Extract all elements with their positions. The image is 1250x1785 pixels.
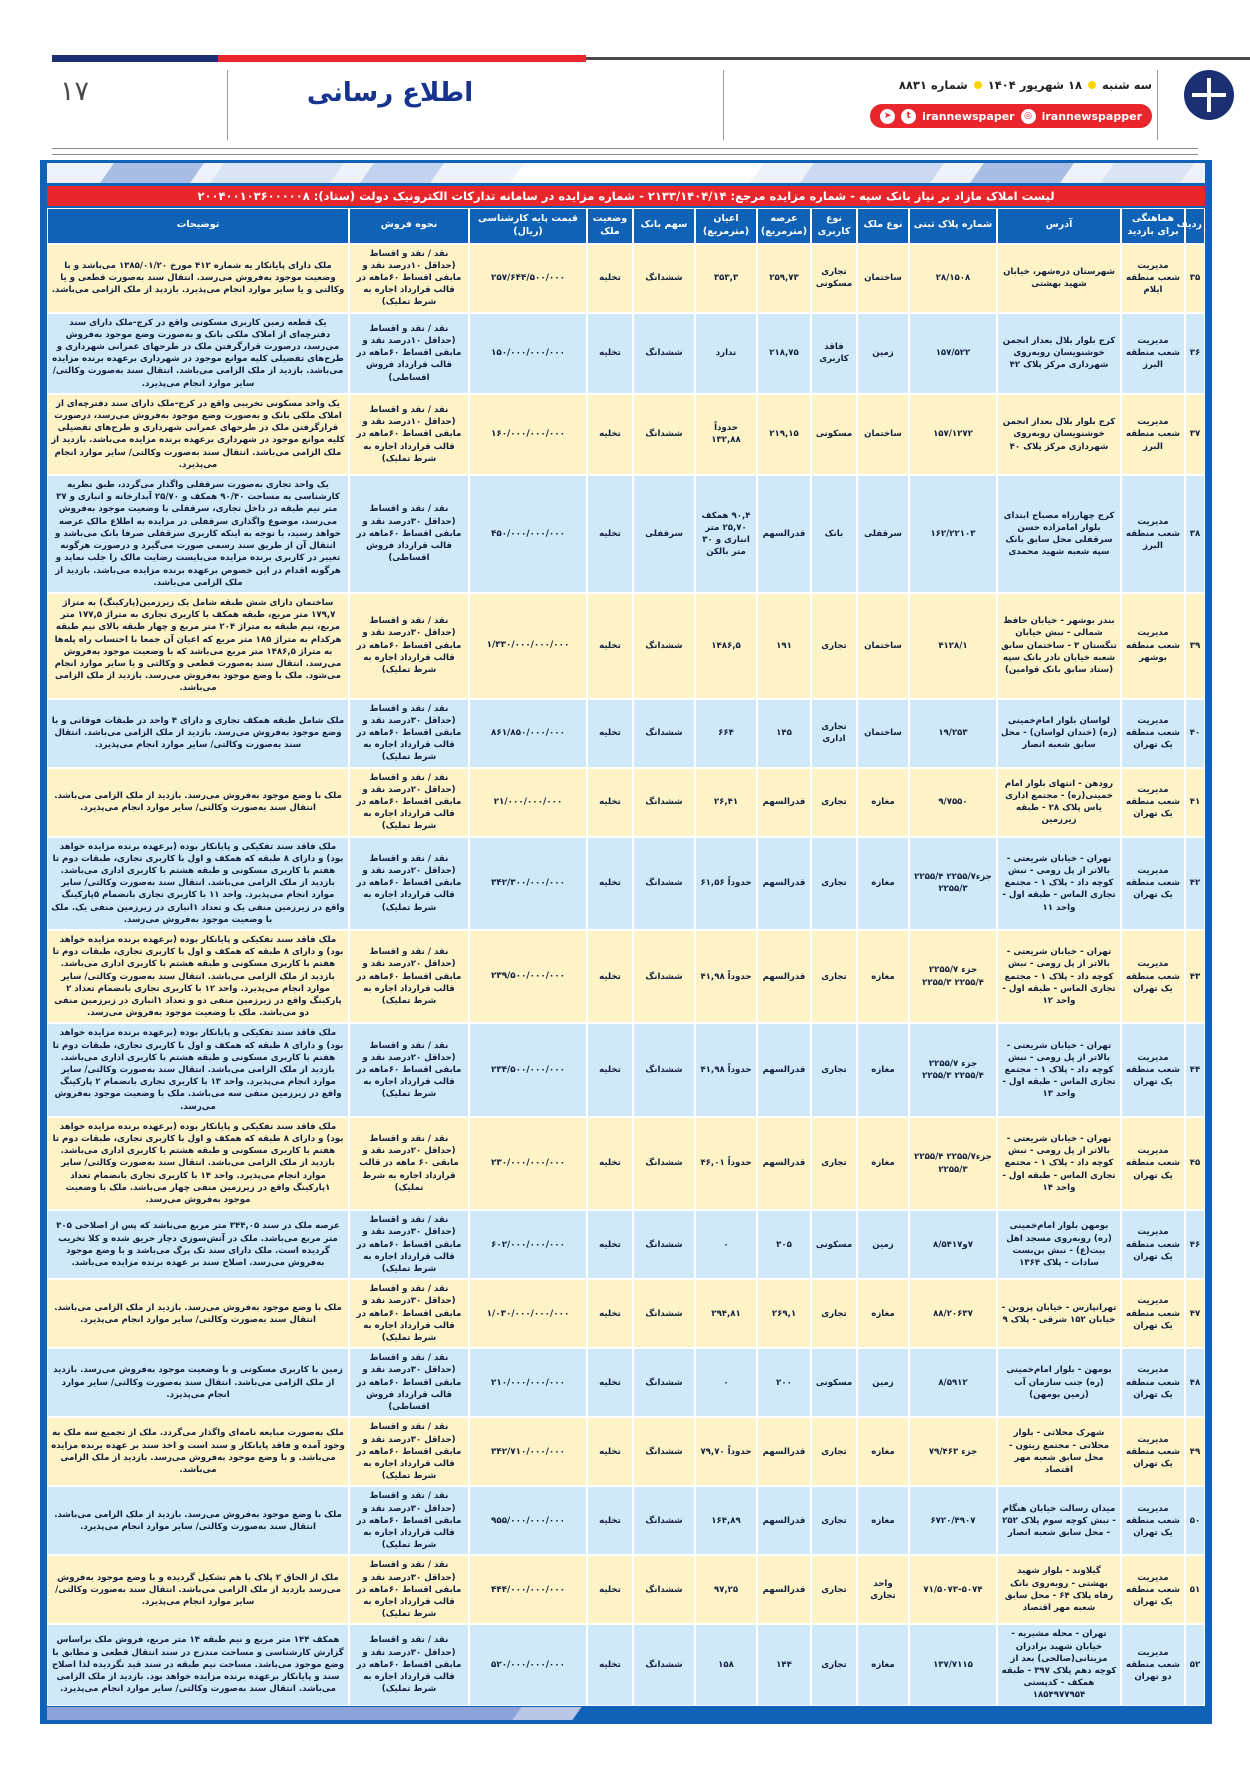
telegram-icon: ➤ — [880, 109, 895, 124]
cell-coordination: مدیریت شعب منطقه یک تهران — [1121, 699, 1185, 768]
dateline-date: ۱۸ شهریور ۱۴۰۴ — [987, 78, 1083, 92]
cell-radif: ۳۵ — [1185, 244, 1205, 313]
cell-address: شهرستان دره‌شهر، خیابان شهید بهشتی — [997, 244, 1121, 313]
cell-sale-method: نقد / نقد و اقساط (حداقل ۲۰درصد نقد و مابقی اقساط ۶۰ماهه در قالب قرارداد اجاره به شرط تملیک) — [349, 1023, 469, 1116]
cell-building-area: ۹۷,۲۵ — [695, 1555, 757, 1624]
cell-notes: ملک فاقد سند تفکیکی و پایانکار بوده (برعهده برنده مزایده خواهد بود) و دارای ۸ طبقه که همکف و اول با کاربری تجاری، طبقات دوم تا هفتم با کاربری مسکونی و طبقه هشتم با کاربری اداری می‌باشد. بازدید از ملک الزامی می‌باشد. انتقال سند به‌صورت وکالتی/ سایر موارد انجام می‌پذیرد. واحد ۱۴ با کاربری تجاری بانضمام تعداد ۱پارکینگ واقع در زیرزمین منفی چهار می‌باشد. ملک با وضعیت موجود به‌فروش می‌رسد. — [47, 1117, 349, 1210]
cell-sale-method: نقد / نقد و اقساط (حداقل ۲۰درصد نقد و مابقی اقساط ۶۰ماهه در قالب قرارداد اجاره به شرط تملیک) — [349, 930, 469, 1023]
cell-plate: ۲۸/۱۵۰۸ — [909, 244, 997, 313]
iran-newspaper-logo — [1184, 70, 1234, 120]
cell-bank-share: ششدانگ — [633, 1279, 695, 1348]
cell-property-type: مغازه — [857, 768, 909, 837]
cell-base-price: ۲۳۴/۵۰۰/۰۰۰/۰۰۰ — [469, 1023, 587, 1116]
masthead-red-bar — [218, 55, 586, 62]
cell-building-area: حدوداً ۴۶,۰۱ — [695, 1117, 757, 1210]
cell-property-type: واحد تجاری — [857, 1555, 909, 1624]
col-header-radif: ردیف — [1185, 208, 1205, 244]
cell-land-area: ۲۱۹,۱۵ — [757, 394, 811, 475]
cell-base-price: ۲۳۹/۵۰۰/۰۰۰/۰۰۰ — [469, 930, 587, 1023]
cell-base-price: ۱۵۰/۰۰۰/۰۰۰/۰۰۰ — [469, 313, 587, 394]
cell-coordination: مدیریت شعب منطقه دو تهران — [1121, 1624, 1185, 1705]
cell-sale-method: نقد / نقد و اقساط (حداقل ۳۰درصد نقد و مابقی اقساط ۶۰ماهه در قالب قرارداد اجاره به شرط تملیک) — [349, 1279, 469, 1348]
cell-building-area: ۳۵۳,۳ — [695, 244, 757, 313]
cell-base-price: ۳۴۲/۷۱۰/۰۰۰/۰۰۰ — [469, 1417, 587, 1486]
cell-bank-share: ششدانگ — [633, 1417, 695, 1486]
cell-building-area: حدوداً ۶۱,۵۶ — [695, 837, 757, 930]
dateline-day: سه شنبه — [1102, 78, 1152, 92]
cell-radif: ۵۲ — [1185, 1624, 1205, 1705]
col-header-sale-method: نحوه فروش — [349, 208, 469, 244]
cell-radif: ۴۰ — [1185, 699, 1205, 768]
cell-coordination: مدیریت شعب منطقه یک تهران — [1121, 768, 1185, 837]
cell-plate: ۱۹/۲۵۳ — [909, 699, 997, 768]
cell-property-type: مغازه — [857, 1279, 909, 1348]
cell-notes: زمین با کاربری مسکونی و با وضعیت موجود به‌فروش می‌رسد. بازدید از ملک الزامی می‌باشد. انتقال سند به‌صورت وکالتی/ سایر موارد انجام می‌پذیرد. — [47, 1348, 349, 1417]
cell-land-area: قدرالسهم — [757, 475, 811, 593]
cell-status: تخلیه — [587, 1624, 633, 1705]
table-row — [47, 1624, 1205, 1705]
auction-table-frame — [40, 160, 1212, 1724]
yellow-dot-icon — [974, 81, 982, 89]
cell-bank-share: ششدانگ — [633, 313, 695, 394]
cell-notes: ملک فاقد سند تفکیکی و پایانکار بوده (برعهده برنده مزایده خواهد بود) و دارای ۸ طبقه که همکف و اول با کاربری تجاری، طبقات دوم تا هفتم با کاربری مسکونی و طبقه هشتم با کاربری اداری می‌باشد. بازدید از ملک الزامی می‌باشد. انتقال سند به‌صورت وکالتی/ سایر موارد انجام می‌پذیرد. واحد ۱۱ با کاربری تجاری بانضمام ۵پارکینگ واقع در زیرزمین منفی یک و تعداد ۱انباری در زیرزمین منفی یک. ملک با وضعیت موجود به‌فروش می‌رسد. — [47, 837, 349, 930]
cell-notes: یک قطعه زمین کاربری مسکونی واقع در کرج-ملک دارای سند دفترچه‌ای از املاک ملکی بانک و به‌صورت وضع موجود به‌فروش می‌رسد، درصورت قرارگرفتن ملک در طرحهای عمرانی شهرداری و طرح‌های تفضیلی کلیه موانع موجود در شهرداری برعهده برنده مزایده می‌باشد. بازدید از ملک الزامی می‌باشد. انتقال سند به‌صورت وکالتی/ سایر موارد انجام می‌پذیرد. — [47, 313, 349, 394]
cell-sale-method: نقد / نقد و اقساط (حداقل ۱۰درصد نقد و مابقی اقساط ۶۰ماهه در قالب قرارداد اجاره به شرط تملیک) — [349, 394, 469, 475]
cell-notes: ملک با وضع موجود به‌فروش می‌رسد. بازدید از ملک الزامی می‌باشد. انتقال سند به‌صورت وکالتی/ سایر موارد انجام می‌پذیرد. — [47, 768, 349, 837]
cell-radif: ۴۲ — [1185, 837, 1205, 930]
cell-notes: همکف ۱۴۴ متر مربع و نیم طبقه ۱۴ متر مربع، فروش ملک براساس گزارش کارشناسی و مساحت مندرج در سند انتقال قطعی و مطابق با وضع موجود می‌باشد. مساحت نیم طبقه در سند قید نگردیده لذا اصلاح سند و پایانکار برعهده برنده مزایده خواهد بود. بازدید از ملک الزامی می‌باشد. انتقال سند به‌صورت وکالتی/ سایر موارد انجام می‌پذیرد. — [47, 1624, 349, 1705]
cell-building-area: ۹۰,۴ همکف ۲۵,۷۰ متر انباری و ۳۰ متر بالکن — [695, 475, 757, 593]
table-row — [47, 699, 1205, 768]
cell-address: میدان رسالت خیابان هنگام - نبش کوچه سوم پلاک ۲۵۲ - محل سابق شعبه انصار — [997, 1486, 1121, 1555]
cell-building-area: ۰ — [695, 1210, 757, 1279]
cell-notes: یک واحد مسکونی تخریبی واقع در کرج-ملک دارای سند دفترچه‌ای از املاک ملکی بانک و به‌صورت وضع موجود به‌فروش می‌رسد، درصورت قرارگرفتن ملک در طرحهای عمرانی شهرداری و طرح‌های تفضیلی کلیه موانع موجود در شهرداری برعهده برنده مزایده می‌باشد. بازدید از ملک الزامی می‌باشد. انتقال سند به‌صورت وکالتی/ سایر موارد انجام می‌پذیرد. — [47, 394, 349, 475]
cell-property-type: مغازه — [857, 1417, 909, 1486]
col-header-land-area: عرصه (مترمربع) — [757, 208, 811, 244]
auction-table-body — [47, 244, 1205, 1706]
cell-address: بومهن بلوار امام‌خمینی (ره) روبه‌روی مسجد اهل بیت(ع) - نبش بن‌بست سادات - پلاک ۱۳۶۴ — [997, 1210, 1121, 1279]
cell-address: گیلاوند - بلوار شهید بهشتی - روبه‌روی بانک رفاه پلاک ۶۴ - محل سابق شعبه مهر اقتصاد — [997, 1555, 1121, 1624]
cell-sale-method: نقد / نقد و اقساط (حداقل ۳۰درصد نقد و مابقی اقساط ۶۰ماهه در قالب قرارداد اجاره به شرط تملیک) — [349, 1624, 469, 1705]
cell-building-area: ۶۶۴ — [695, 699, 757, 768]
cell-usage: تجاری — [811, 930, 857, 1023]
cell-notes: ساختمان دارای شش طبقه شامل یک زیرزمین(پارکینگ) به متراژ ۱۷۹,۷ متر مربع، طبقه همکف با کاربری تجاری به متراژ ۱۷۷,۵ متر مربع، نیم طبقه به متراژ ۲۰۴ متر مربع و چهار طبقه بالای نیم طبقه هرکدام به متراژ ۱۸۵ متر مربع که اعیان آن جمعا با احتساب راه پله‌ها به متراژ ۱۴۸۶,۵ متر مربع می‌باشد که با وضعیت موجود به‌فروش می‌رسد. انتقال سند به‌صورت قطعی و وکالتی و یا سایر موارد انجام می‌شود. ملک با وضع موجود به‌فروش می‌رسد. بازدید از ملک الزامی می‌باشد. — [47, 593, 349, 699]
cell-radif: ۴۶ — [1185, 1210, 1205, 1279]
cell-land-area: ۳۰۵ — [757, 1210, 811, 1279]
col-header-building-area: اعیان (مترمربع) — [695, 208, 757, 244]
cell-sale-method: نقد / نقد و اقساط (حداقل ۳۰درصد نقد و مابقی اقساط ۶۰ماهه در قالب قرارداد اجاره به شرط تملیک) — [349, 699, 469, 768]
cell-property-type: مغازه — [857, 1486, 909, 1555]
col-header-coordination: هماهنگی برای بازدید — [1121, 208, 1185, 244]
cell-status: تخلیه — [587, 475, 633, 593]
cell-bank-share: ششدانگ — [633, 930, 695, 1023]
cell-radif: ۴۳ — [1185, 930, 1205, 1023]
cell-address: تهران - خیابان شریعتی - بالاتر از پل رومی - نبش کوچه داد - پلاک ۱ - مجتمع تجاری الماس - طبقه اول - واحد ۱۲ — [997, 930, 1121, 1023]
cell-base-price: ۴۴۴/۰۰۰/۰۰۰/۰۰۰ — [469, 1555, 587, 1624]
cell-land-area: قدرالسهم — [757, 1117, 811, 1210]
cell-radif: ۴۷ — [1185, 1279, 1205, 1348]
cell-status: تخلیه — [587, 593, 633, 699]
cell-land-area: ۱۴۵ — [757, 699, 811, 768]
cell-property-type: ساختمان — [857, 699, 909, 768]
cell-property-type: سرقفلی — [857, 475, 909, 593]
cell-base-price: ۸۶۱/۸۵۰/۰۰۰/۰۰۰ — [469, 699, 587, 768]
cell-usage: تجاری — [811, 1117, 857, 1210]
cell-sale-method: نقد / نقد و اقساط (حداقل ۳۰درصد نقد و مابقی اقساط ۶۰ماهه در قالب قرارداد فروش اقساطی) — [349, 1348, 469, 1417]
cell-usage: تجاری — [811, 593, 857, 699]
cell-address: کرج بلوار بلال بعداز انجمن خوشنویسان روبه‌روی شهرداری مرکز پلاک ۴۲ — [997, 313, 1121, 394]
table-row — [47, 475, 1205, 593]
cell-bank-share: ششدانگ — [633, 593, 695, 699]
cell-land-area: قدرالسهم — [757, 1486, 811, 1555]
cell-usage: تجاری مسکونی — [811, 244, 857, 313]
cell-plate: جزء۲۲۵۵/۷ ۲۲۵۵/۴ ۲۲۵۵/۳ — [909, 1117, 997, 1210]
cell-bank-share: ششدانگ — [633, 837, 695, 930]
cell-address: لواسان بلوار امام‌خمینی (ره) (خندان لواسان) - محل سابق شعبه انصار — [997, 699, 1121, 768]
cell-address: تهران - خیابان شریعتی - بالاتر از پل رومی - نبش کوچه داد - پلاک ۱ - مجتمع تجاری الماس - طبقه اول - واحد ۱۱ — [997, 837, 1121, 930]
instagram-icon: ◎ — [1021, 109, 1036, 124]
cell-address: تهران - محله مشیریه - خیابان شهید برادران مزینانی(صالحی) بعد از کوچه دهم پلاک ۳۹۷ - طبقه همکف - کدپستی ۱۸۵۴۹۷۷۹۵۴ — [997, 1624, 1121, 1705]
cell-building-area: ۲۶,۴۱ — [695, 768, 757, 837]
table-row — [47, 768, 1205, 837]
cell-land-area: قدرالسهم — [757, 1555, 811, 1624]
cell-status: تخلیه — [587, 244, 633, 313]
cell-sale-method: نقد / نقد و اقساط (حداقل ۳۰درصد نقد و مابقی اقساط ۶۰ماهه در قالب قرارداد اجاره به شرط تملیک) — [349, 1210, 469, 1279]
table-row — [47, 1555, 1205, 1624]
cell-radif: ۵۱ — [1185, 1555, 1205, 1624]
cell-status: تخلیه — [587, 1417, 633, 1486]
cell-status: تخلیه — [587, 1279, 633, 1348]
cell-status: تخلیه — [587, 1486, 633, 1555]
cell-base-price: ۲۱/۰۰۰/۰۰۰/۰۰۰ — [469, 768, 587, 837]
cell-status: تخلیه — [587, 1023, 633, 1116]
cell-land-area: قدرالسهم — [757, 1417, 811, 1486]
cell-plate: جزء ۲۲۵۵/۷ ۲۲۵۵/۴ ۲۲۵۵/۳ — [909, 930, 997, 1023]
cell-land-area: قدرالسهم — [757, 837, 811, 930]
cell-base-price: ۳۴۲/۳۰۰/۰۰۰/۰۰۰ — [469, 837, 587, 930]
cell-base-price: ۹۵۵/۰۰۰/۰۰۰/۰۰۰ — [469, 1486, 587, 1555]
cell-address: کرج بلوار بلال بعداز انجمن خوشنویسان روبه‌روی شهرداری مرکز پلاک ۴۰ — [997, 394, 1121, 475]
cell-notes: ملک به‌صورت مبایعه نامه‌ای واگذار می‌گردد. ملک از تجمیع سه ملک به وجود آمده و فاقد پایانکار و سند است و اخذ سند بر عهده برنده مزایده می‌باشد. و با وضع موجود به‌فروش می‌رسد. بازدید از ملک الزامی می‌باشد. — [47, 1417, 349, 1486]
table-row — [47, 1486, 1205, 1555]
cell-bank-share: ششدانگ — [633, 1117, 695, 1210]
cell-bank-share: ششدانگ — [633, 1348, 695, 1417]
cell-plate: ۷و۸/۵۴۱۷ — [909, 1210, 997, 1279]
cell-building-area: حدوداً ۴۱,۹۸ — [695, 1023, 757, 1116]
cell-sale-method: نقد / نقد و اقساط (حداقل ۱۰درصد نقد و مابقی اقساط ۶۰ماهه در قالب قرارداد فروش اقساطی) — [349, 313, 469, 394]
table-row — [47, 1117, 1205, 1210]
cell-plate: جزء ۲۲۵۵/۷ ۲۲۵۵/۴ ۲۲۵۵/۳ — [909, 1023, 997, 1116]
cell-usage: مسکونی — [811, 1210, 857, 1279]
cell-plate: ۱۶۲/۲۲۱۰۳ — [909, 475, 997, 593]
cell-status: تخلیه — [587, 1210, 633, 1279]
auction-table — [47, 208, 1205, 1706]
cell-plate: ۱۵۷/۱۲۷۲ — [909, 394, 997, 475]
cell-status: تخلیه — [587, 1348, 633, 1417]
masthead — [0, 62, 1250, 146]
cell-radif: ۴۸ — [1185, 1348, 1205, 1417]
cell-coordination: مدیریت شعب منطقه یک تهران — [1121, 1279, 1185, 1348]
yellow-dot-icon — [1088, 81, 1096, 89]
cell-plate: ۷۱/۵۰۷۳-۵۰۷۴ — [909, 1555, 997, 1624]
cell-plate: ۹/۷۵۵۰ — [909, 768, 997, 837]
cell-property-type: ساختمان — [857, 593, 909, 699]
cell-notes: ملک با وضع موجود به‌فروش می‌رسد. بازدید از ملک الزامی می‌باشد. انتقال سند به‌صورت وکالتی/ سایر موارد انجام می‌پذیرد. — [47, 1486, 349, 1555]
table-row — [47, 1417, 1205, 1486]
header-divider — [227, 70, 228, 140]
col-header-address: آدرس — [997, 208, 1121, 244]
cell-coordination: مدیریت شعب منطقه یک تهران — [1121, 930, 1185, 1023]
cell-sale-method: نقد / نقد و اقساط (حداقل ۳۰درصد نقد و مابقی اقساط ۶۰ماهه در قالب قرارداد اجاره به شرط تملیک) — [349, 1417, 469, 1486]
cell-sale-method: نقد / نقد و اقساط (حداقل ۱۰درصد نقد و مابقی اقساط ۶۰ماهه در قالب قرارداد اجاره به شرط تملیک) — [349, 244, 469, 313]
cell-property-type: مغازه — [857, 1624, 909, 1705]
cell-coordination: مدیریت شعب منطقه یک تهران — [1121, 1486, 1185, 1555]
cell-notes: ملک دارای پایانکار به شماره ۴۱۲ مورخ ۱۳۸۵/۰۱/۲۰ می‌باشد و با وضعیت موجود به‌فروش می‌رسد. انتقال سند به‌صورت قطعی و یا وکالتی و یا سایر موارد انجام می‌پذیرد. بازدید از ملک الزامی می‌باشد. — [47, 244, 349, 313]
cell-notes: ملک از الحاق ۲ پلاک با هم تشکیل گردیده و با وضع موجود به‌فروش می‌رسد بازدید از ملک الزامی می‌باشد. انتقال سند به‌صورت وکالتی/ سایر موارد انجام می‌پذیرد. — [47, 1555, 349, 1624]
cell-radif: ۳۶ — [1185, 313, 1205, 394]
cell-usage: فاقد کاربری — [811, 313, 857, 394]
cell-property-type: ساختمان — [857, 394, 909, 475]
cell-usage: تجاری — [811, 1279, 857, 1348]
col-header-base-price: قیمت پایه کارشناسی (ریال) — [469, 208, 587, 244]
cell-sale-method: نقد / نقد و اقساط (حداقل ۲۰درصد نقد و مابقی اقساط ۶۰ماهه در قالب قرارداد اجاره به شرط تملیک) — [349, 837, 469, 930]
cell-sale-method: نقد / نقد و اقساط (حداقل ۳۰درصد نقد و مابقی اقساط ۶۰ماهه در قالب قرارداد اجاره به شرط تملیک) — [349, 1555, 469, 1624]
cell-notes: یک واحد تجاری به‌صورت سرقفلی واگذار می‌گردد، طبق نظریه کارشناسی به مساحت ۹۰/۴۰ همکف و ۲۵/۷۰ آبدارخانه و انباری و ۳۷ متر نیم طبقه در داخل تجاری، سرقفلی با وضعیت موجود به‌فروش می‌رسد، موضوع واگذاری سرقفلی در مزایده به اطلاع مالک عرصه خواهد رسید، با توجه به اینکه کاربری سرقفلی صرفا بانک می‌باشد و انتقال آن از طریق سند رسمی صورت می‌گیرد و درصورت هرگونه تغییر در کاربری برنده مزایده می‌بایست رضایت مالک را جلب نماید و هرگونه اقدام در این خصوص برعهده برنده مزایده می‌باشد. بازدید از ملک الزامی می‌باشد. — [47, 475, 349, 593]
cell-radif: ۳۹ — [1185, 593, 1205, 699]
cell-status: تخلیه — [587, 837, 633, 930]
cell-sale-method: نقد / نقد و اقساط (حداقل ۳۰درصد نقد و مابقی اقساط ۶۰ماهه در قالب قرارداد اجاره به شرط تملیک) — [349, 1486, 469, 1555]
cell-base-price: ۵۲۰/۰۰۰/۰۰۰/۰۰۰ — [469, 1624, 587, 1705]
table-row — [47, 593, 1205, 699]
cell-address: کرج چهارراه مصباح ابتدای بلوار امامزاده حسن سرقفلی محل سابق بانک سپه شعبه شهید محمدی — [997, 475, 1121, 593]
cell-notes: ملک فاقد سند تفکیکی و پایانکار بوده (برعهده برنده مزایده خواهد بود) و دارای ۸ طبقه که همکف و اول با کاربری تجاری، طبقات دوم تا هفتم با کاربری مسکونی و طبقه هشتم با کاربری اداری می‌باشد. بازدید از ملک الزامی می‌باشد. انتقال سند به‌صورت وکالتی/ سایر موارد انجام می‌پذیرد. واحد ۱۳ با کاربری تجاری بانضمام ۲ پارکینگ واقع در زیرزمین منفی سه می‌باشد. ملک با وضعیت موجود به‌فروش می‌رسد. — [47, 1023, 349, 1116]
cell-coordination: مدیریت شعب منطقه بوشهر — [1121, 593, 1185, 699]
table-row — [47, 1023, 1205, 1116]
cell-bank-share: ششدانگ — [633, 1624, 695, 1705]
cell-land-area: ۲۶۹,۱ — [757, 1279, 811, 1348]
cell-building-area: حدوداً ۴۱,۹۸ — [695, 930, 757, 1023]
table-row — [47, 837, 1205, 930]
cell-address: بومهن - بلوار امام‌خمینی (ره) جنب سازمان آب (زمین بومهن) — [997, 1348, 1121, 1417]
col-header-bank-share: سهم بانک — [633, 208, 695, 244]
col-header-plate: شماره پلاک ثبتی — [909, 208, 997, 244]
cell-coordination: مدیریت شعب منطقه یک تهران — [1121, 1348, 1185, 1417]
cell-radif: ۴۹ — [1185, 1417, 1205, 1486]
cell-usage: تجاری — [811, 837, 857, 930]
cell-coordination: مدیریت شعب منطقه یک تهران — [1121, 837, 1185, 930]
decorative-bottom-band — [47, 1707, 1205, 1720]
cell-plate: ۱۵۷/۵۲۲ — [909, 313, 997, 394]
cell-land-area: ۲۱۸,۷۵ — [757, 313, 811, 394]
cell-radif: ۴۱ — [1185, 768, 1205, 837]
cell-land-area: قدرالسهم — [757, 930, 811, 1023]
cell-coordination: مدیریت شعب منطقه البرز — [1121, 394, 1185, 475]
cell-usage: تجاری — [811, 768, 857, 837]
cell-plate: جزء۲۲۵۵/۷ ۲۲۵۵/۴ ۲۲۵۵/۳ — [909, 837, 997, 930]
cell-building-area: ۱۵۸ — [695, 1624, 757, 1705]
cell-sale-method: نقد / نقد و اقساط (حداقل ۲۰درصد نقد و مابقی ۶۰ ماهه در قالب قرارداد اجاره به شرط تملیک) — [349, 1117, 469, 1210]
cell-base-price: ۱/۰۳۰/۰۰۰/۰۰۰/۰۰۰ — [469, 1279, 587, 1348]
cell-bank-share: ششدانگ — [633, 394, 695, 475]
cell-usage: تجاری — [811, 1023, 857, 1116]
cell-property-type: مغازه — [857, 930, 909, 1023]
header-divider — [723, 70, 724, 140]
masthead-gray-rule — [586, 57, 1250, 60]
cell-land-area: ۱۴۴ — [757, 1624, 811, 1705]
table-row — [47, 930, 1205, 1023]
cell-bank-share: سرقفلی — [633, 475, 695, 593]
cell-base-price: ۶۰۲/۰۰۰/۰۰۰/۰۰۰ — [469, 1210, 587, 1279]
header-row — [47, 208, 1205, 244]
cell-bank-share: ششدانگ — [633, 768, 695, 837]
cell-coordination: مدیریت شعب منطقه یک تهران — [1121, 1117, 1185, 1210]
dateline-issue: شماره ۸۸۳۱ — [898, 78, 968, 92]
cell-bank-share: ششدانگ — [633, 1555, 695, 1624]
twitter-icon: t — [901, 109, 916, 124]
col-header-property-type: نوع ملک — [857, 208, 909, 244]
cell-sale-method: نقد / نقد و اقساط (حداقل ۲۰درصد نقد و مابقی اقساط ۶۰ماهه در قالب قرارداد اجاره به شرط تملیک) — [349, 768, 469, 837]
cell-base-price: ۲۱۰/۰۰۰/۰۰۰/۰۰۰ — [469, 1348, 587, 1417]
cell-status: تخلیه — [587, 313, 633, 394]
cell-base-price: ۲۵۷/۶۴۴/۵۰۰/۰۰۰ — [469, 244, 587, 313]
cell-address: شهرک محلاتی - بلوار محلاتی - مجتمع زیتون - محل سابق شعبه مهر اقتصاد — [997, 1417, 1121, 1486]
cell-plate: ۸۸/۲۰۶۳۷ — [909, 1279, 997, 1348]
decorative-top-band — [47, 163, 1205, 183]
table-row — [47, 313, 1205, 394]
cell-property-type: ساختمان — [857, 244, 909, 313]
cell-coordination: مدیریت شعب منطقه یک تهران — [1121, 1417, 1185, 1486]
masthead-navy-bar — [52, 55, 218, 62]
cell-usage: تجاری — [811, 1417, 857, 1486]
cell-building-area: ندارد — [695, 313, 757, 394]
cell-usage: تجاری — [811, 1624, 857, 1705]
social-handle: irannewspapper — [1041, 109, 1142, 123]
cell-base-price: ۱/۳۳۰/۰۰۰/۰۰۰/۰۰۰ — [469, 593, 587, 699]
cell-usage: مسکونی — [811, 1348, 857, 1417]
cell-notes: ملک با وضع موجود به‌فروش می‌رسد. بازدید از ملک الزامی می‌باشد. انتقال سند به‌صورت وکالتی/ سایر موارد انجام می‌پذیرد. — [47, 1279, 349, 1348]
cell-coordination: مدیریت شعب منطقه یک تهران — [1121, 1023, 1185, 1116]
cell-coordination: مدیریت شعب منطقه البرز — [1121, 313, 1185, 394]
table-row — [47, 1348, 1205, 1417]
cell-sale-method: نقد / نقد و اقساط (حداقل ۳۰درصد نقد و مابقی اقساط ۶۰ماهه در قالب قرارداد اجاره به شرط تملیک) — [349, 593, 469, 699]
cell-building-area: حدوداً ۷۹,۷۰ — [695, 1417, 757, 1486]
social-media-strip — [870, 104, 1152, 128]
cell-building-area: حدوداً ۱۳۲,۸۸ — [695, 394, 757, 475]
cell-plate: ۴۱۲۸/۱ — [909, 593, 997, 699]
cell-status: تخلیه — [587, 768, 633, 837]
col-header-notes: توضیحات — [47, 208, 349, 244]
cell-building-area: ۱۶۴,۸۹ — [695, 1486, 757, 1555]
cell-radif: ۴۵ — [1185, 1117, 1205, 1210]
table-row — [47, 244, 1205, 313]
cell-radif: ۳۸ — [1185, 475, 1205, 593]
cell-usage: مسکونی — [811, 394, 857, 475]
cell-usage: تجاری اداری — [811, 699, 857, 768]
cell-usage: تجاری — [811, 1555, 857, 1624]
cell-plate: ۶۷۲۰/۴۹۰۷ — [909, 1486, 997, 1555]
cell-notes: ملک فاقد سند تفکیکی و پایانکار بوده (برعهده برنده مزایده خواهد بود) و دارای ۸ طبقه که همکف و اول با کاربری تجاری، طبقات دوم تا هفتم با کاربری مسکونی و طبقه هشتم با کاربری اداری می‌باشد. بازدید از ملک الزامی می‌باشد. انتقال سند به‌صورت وکالتی/ سایر موارد انجام می‌پذیرد. واحد ۱۲ با کاربری تجاری بانضمام تعداد ۲ پارکینگ واقع در زیرزمین منفی دو و تعداد ۱انباری در زیرزمین منفی دو می‌باشد. ملک با وضعیت موجود به‌فروش می‌رسد. — [47, 930, 349, 1023]
table-row — [47, 394, 1205, 475]
table-row — [47, 1279, 1205, 1348]
cell-base-price: ۴۵۰/۰۰۰/۰۰۰/۰۰۰ — [469, 475, 587, 593]
cell-property-type: زمین — [857, 313, 909, 394]
cell-address: تهرانپارس - خیابان پروین - خیابان ۱۵۲ شرقی - پلاک ۹ — [997, 1279, 1121, 1348]
cell-building-area: ۲۹۴,۸۱ — [695, 1279, 757, 1348]
cell-sale-method: نقد / نقد و اقساط (حداقل ۳۰درصد نقد و مابقی اقساط ۶۰ماهه در قالب قرارداد فروش اقساطی) — [349, 475, 469, 593]
dateline — [899, 78, 1152, 92]
cell-land-area: ۲۵۹,۷۳ — [757, 244, 811, 313]
cell-notes: ملک شامل طبقه همکف تجاری و دارای ۴ واحد در طبقات فوقانی و با وضع موجود به‌فروش می‌رسد. بازدید از ملک الزامی می‌باشد. انتقال سند به‌صورت وکالتی/ سایر موارد انجام می‌پذیرد. — [47, 699, 349, 768]
cell-notes: عرصه ملک در سند ۳۴۴,۰۵ متر مربع می‌باشد که پس از اصلاحی ۳۰۵ متر مربع می‌باشد. ملک در آتش‌سوزی دچار حریق شده و کلا تخریب گردیده است. ملک دارای سند تک برگ می‌باشد و با وضع موجود به‌فروش می‌رسد. اصلاح سند بر عهده برنده مزایده می‌باشد. — [47, 1210, 349, 1279]
cell-coordination: مدیریت شعب منطقه یک تهران — [1121, 1210, 1185, 1279]
cell-status: تخلیه — [587, 1555, 633, 1624]
table-row — [47, 1210, 1205, 1279]
cell-coordination: مدیریت شعب منطقه البرز — [1121, 475, 1185, 593]
cell-bank-share: ششدانگ — [633, 1486, 695, 1555]
cell-land-area: ۲۰۰ — [757, 1348, 811, 1417]
cell-property-type: مغازه — [857, 1023, 909, 1116]
cell-address: رودهن - انتهای بلوار امام خمینی(ره) - مجتمع اداری یاس پلاک ۲۸ - طبقه زیرزمین — [997, 768, 1121, 837]
cell-bank-share: ششدانگ — [633, 1210, 695, 1279]
page-number: ۱۷ — [60, 76, 90, 107]
cell-status: تخلیه — [587, 699, 633, 768]
cell-status: تخلیه — [587, 1117, 633, 1210]
col-header-status: وضعیت ملک — [587, 208, 633, 244]
cell-plate: ۱۳۷/۷۱۱۵ — [909, 1624, 997, 1705]
cell-plate: ۸/۵۹۱۲ — [909, 1348, 997, 1417]
cell-address: بندر بوشهر - خیابان حافظ شمالی - نبش خیابان تنگستان ۳ - ساختمان سابق شعبه خیابان نادر بانک سپه (ستاد سابق بانک قوامین) — [997, 593, 1121, 699]
cell-property-type: زمین — [857, 1348, 909, 1417]
cell-land-area: قدرالسهم — [757, 1023, 811, 1116]
cell-land-area: ۱۹۱ — [757, 593, 811, 699]
cell-bank-share: ششدانگ — [633, 699, 695, 768]
social-handle: irannewspaper — [922, 109, 1015, 123]
cell-building-area: ۱۴۸۶,۵ — [695, 593, 757, 699]
cell-status: تخلیه — [587, 394, 633, 475]
cell-coordination: مدیریت شعب منطقه یک تهران — [1121, 1555, 1185, 1624]
cell-status: تخلیه — [587, 930, 633, 1023]
masthead-double-rule — [52, 148, 1198, 155]
section-title: اطلاع رسانی — [306, 78, 474, 108]
cell-base-price: ۱۶۰/۰۰۰/۰۰۰/۰۰۰ — [469, 394, 587, 475]
cell-address: تهران - خیابان شریعتی - بالاتر از پل رومی - نبش کوچه داد - پلاک ۱ - مجتمع تجاری الماس - طبقه اول - واحد ۱۴ — [997, 1117, 1121, 1210]
cell-base-price: ۲۳۰/۰۰۰/۰۰۰/۰۰۰ — [469, 1117, 587, 1210]
cell-building-area: ۰ — [695, 1348, 757, 1417]
cell-plate: جزء ۷۹/۴۶۳ — [909, 1417, 997, 1486]
cell-property-type: مغازه — [857, 837, 909, 930]
cell-usage: تجاری — [811, 1486, 857, 1555]
cell-property-type: زمین — [857, 1210, 909, 1279]
cell-radif: ۳۷ — [1185, 394, 1205, 475]
table-title: لیست املاک مازاد بر نیاز بانک سپه - شماره مزایده مرجع: ۲۱۳۳/۱۴۰۴/۱۴ - شماره مزایده در سامانه تدارکات الکترونیک دولت (ستاد): ۲۰۰۴۰۰۱۰۳۶۰۰۰۰۰۸ — [47, 186, 1205, 206]
cell-property-type: مغازه — [857, 1117, 909, 1210]
cell-land-area: قدرالسهم — [757, 768, 811, 837]
cell-coordination: مدیریت شعب منطقه ایلام — [1121, 244, 1185, 313]
cell-radif: ۵۰ — [1185, 1486, 1205, 1555]
cell-bank-share: ششدانگ — [633, 244, 695, 313]
header-divider — [1157, 70, 1158, 140]
cell-bank-share: ششدانگ — [633, 1023, 695, 1116]
cell-address: تهران - خیابان شریعتی - بالاتر از پل رومی - نبش کوچه داد - پلاک ۱ - مجتمع تجاری الماس - طبقه اول - واحد ۱۳ — [997, 1023, 1121, 1116]
cell-usage: بانک — [811, 475, 857, 593]
col-header-usage: نوع کاربری — [811, 208, 857, 244]
cell-radif: ۴۴ — [1185, 1023, 1205, 1116]
